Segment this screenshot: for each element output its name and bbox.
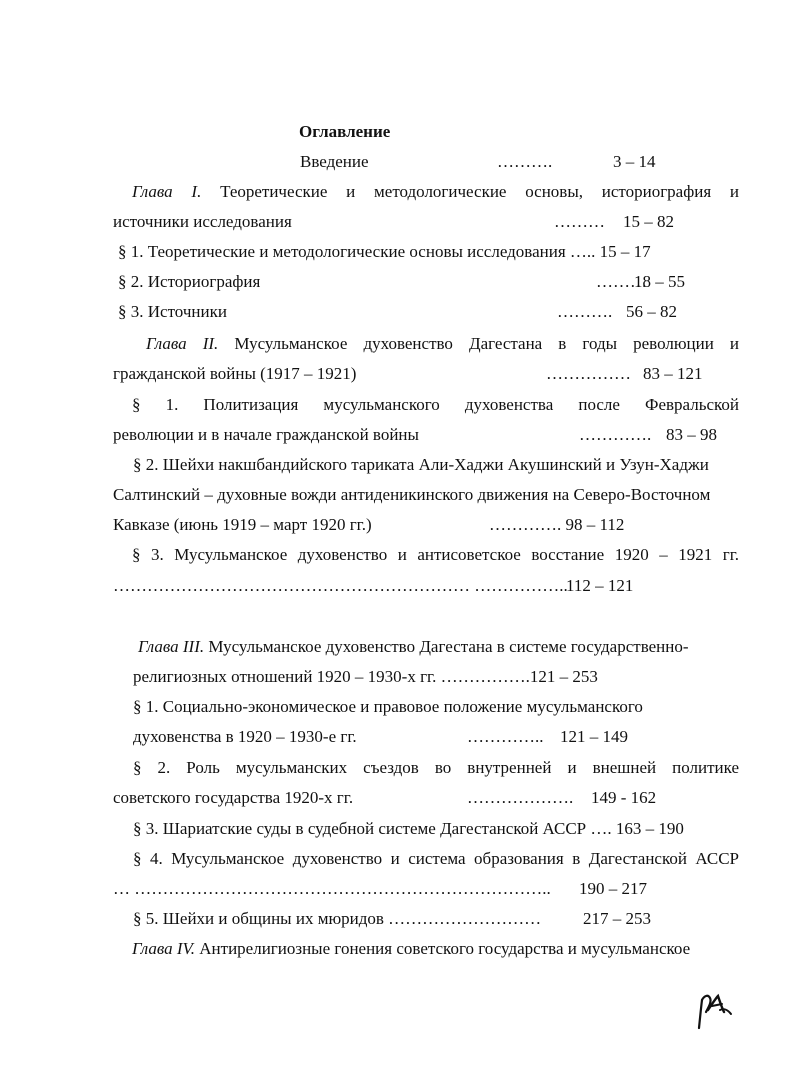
chapter-2-section-2-line3: Кавказе (июнь 1919 – март 1920 гг.) [113, 515, 372, 534]
handwritten-mark-icon [694, 988, 734, 1034]
chapter-1-section-2-dots: ……… [596, 272, 647, 291]
chapter-1-section-2-pages: 18 – 55 [634, 272, 685, 291]
intro-label: Введение [300, 152, 369, 171]
chapter-3-section-2-line1: § 2. Роль мусульманских съездов во внутренней и внешней политике [133, 758, 739, 777]
chapter-3-section-1-pages: 121 – 149 [560, 727, 628, 746]
chapter-3-section-5-pages: 217 – 253 [583, 909, 651, 928]
chapter-3-section-2-pages: 149 - 162 [591, 788, 657, 807]
chapter-2-section-1-line2: революции и в начале гражданской войны [113, 425, 419, 444]
chapter-4-title-line1: Антирелигиозные гонения советского государства и мусульманское [195, 939, 691, 958]
chapter-2-section-3-dots: ……………………………………………………… …………….. [113, 576, 568, 595]
chapter-3-section-2-dots: ………………. [467, 788, 574, 807]
chapter-1-title-line2: источники исследования [113, 212, 292, 231]
chapter-2-section-2-line1: § 2. Шейхи накшбандийского тариката Али-Хаджи Акушинский и Узун-Хаджи [133, 455, 709, 474]
chapter-3-title-line2: религиозных отношений 1920 – 1930-х гг. …………….121 – 253 [133, 667, 598, 686]
chapter-3-section-1-line1: § 1. Социально-экономическое и правовое положение мусульманского [133, 697, 643, 716]
chapter-2-prefix: Глава II. [146, 334, 219, 353]
chapter-2-title-line1: Мусульманское духовенство Дагестана в годы революции и [218, 334, 739, 353]
chapter-1-dots: ……… [554, 212, 605, 231]
chapter-3-section-4-dots: … ……………………………………………………………….. [113, 879, 551, 898]
chapter-2-section-3-line1: § 3. Мусульманское духовенство и антисоветское восстание 1920 – 1921 гг. [132, 545, 739, 564]
chapter-2-dots: …………… [546, 364, 631, 383]
chapter-1-title-line1: Теоретические и методологические основы, историография и [201, 182, 739, 201]
chapter-1-prefix: Глава I. [132, 182, 202, 201]
chapter-2-section-2-line2: Салтинский – духовные вожди антиденикинского движения на Северо-Восточном [113, 485, 711, 504]
chapter-2-section-1-pages: 83 – 98 [666, 425, 717, 444]
page-title: Оглавление [299, 122, 391, 141]
chapter-3-section-3: § 3. Шариатские суды в судебной системе Дагестанской АССР …. 163 – 190 [133, 819, 684, 838]
chapter-4-prefix: Глава IV. [132, 939, 196, 958]
chapter-3-section-1-dots: ………….. [467, 727, 544, 746]
chapter-2-title-line2: гражданской войны (1917 – 1921) [113, 364, 357, 383]
intro-pages: 3 – 14 [613, 152, 656, 171]
chapter-3-section-4-line1: § 4. Мусульманское духовенство и система образования в Дагестанской АССР [133, 849, 739, 868]
chapter-1-section-1: § 1. Теоретические и методологические основы исследования ….. 15 – 17 [118, 242, 651, 261]
chapter-3-section-4-pages: 190 – 217 [579, 879, 647, 898]
chapter-2-section-2-dots-pages: …………. 98 – 112 [489, 515, 625, 534]
chapter-3-prefix: Глава III. [138, 637, 205, 656]
chapter-1-section-3-pages: 56 – 82 [626, 302, 677, 321]
chapter-3-section-2-line2: советского государства 1920-х гг. [113, 788, 354, 807]
chapter-3-heading [138, 637, 689, 657]
chapter-3-section-5-label: § 5. Шейхи и общины их мюридов ……………………… [133, 909, 542, 928]
chapter-4-heading [132, 939, 690, 959]
chapter-1-section-3-dots: ………. [557, 302, 613, 321]
chapter-2-section-1-line1: § 1. Политизация мусульманского духовенства после Февральской [132, 395, 739, 414]
intro-dots: ………. [497, 152, 553, 171]
chapter-3-title-line1: Мусульманское духовенство Дагестана в системе государственно- [204, 637, 689, 656]
chapter-1-section-3-label: § 3. Источники [118, 302, 227, 321]
chapter-2-section-1-dots: …………. [579, 425, 652, 444]
chapter-1-pages: 15 – 82 [623, 212, 674, 231]
chapter-3-section-1-line2: духовенства в 1920 – 1930-е гг. [133, 727, 357, 746]
chapter-2-section-3-pages: 112 – 121 [566, 576, 634, 595]
chapter-2-heading [146, 334, 739, 354]
chapter-2-pages: 83 – 121 [643, 364, 703, 383]
chapter-1-heading [132, 182, 739, 202]
chapter-1-section-2-label: § 2. Историография [118, 272, 261, 291]
